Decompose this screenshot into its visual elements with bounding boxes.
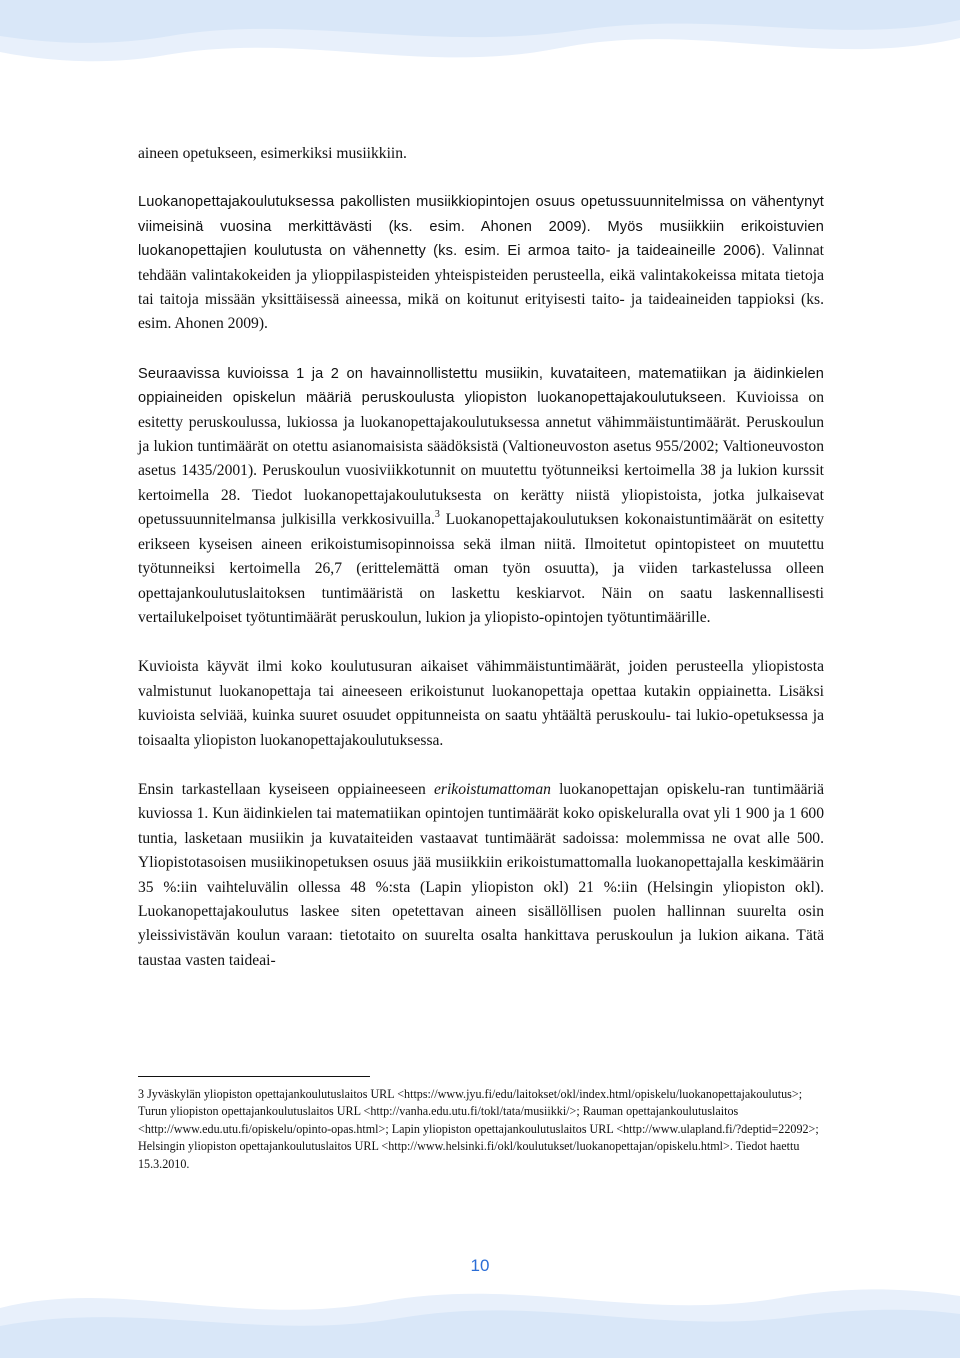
paragraph-selection-sans-text: Luokanopettajakoulutuksessa pakollisten musiikkiopintojen osuus opetussuunnitelmissa on vähentynyt viimeisinä vuosina merkittävästi (ks. esim. Ahonen 2009). Myös musiikkiin erikoistuvien luokanopettajien koulutusta on vähennetty (ks. esim. Ei armoa taito- ja taideaineille 2006). [138,194,824,260]
footnote-reference: 3 [434,509,440,521]
page-number: 10 [470,1256,490,1275]
paragraph-analysis-text-a: Ensin tarkastellaan kyseiseen oppiaineeseen [138,780,434,798]
paragraph-figures-text-b: Luokanopettajakoulutuksen kokonaistuntimäärät on esitetty erikseen kyseisen aineen erikoistumisopinnoissa sekä ilman niitä. Ilmoitetut opintopisteet on muutettu työtunneiksi kertoimella 26,7 (erittelemättä oman työn osuutta), ja viiden tarkastelussa olleen opettajankoulutuslaitoksen tuntimääristä on laskettu keskiarvot. Näin on saatu laskennallisesti vertailukelpoiset työtuntimäärät peruskoulun, lukion ja yliopisto-opintojen työtuntimäärille. [138,511,824,626]
paragraph-figures-sans-text: Seuraavissa kuvioissa 1 ja 2 on havainnollistettu musiikin, kuvataiteen, matematiikan ja äidinkielen oppiaineiden opiskelun määriä peruskoulusta yliopiston luokanopettajakoulutukseen. [138,365,824,407]
paragraph-selection-serif-text: Valinnat tehdään valintakokeiden ja ylioppilaspisteiden yhteispisteiden perusteella, eikä valintakokeissa mitata tietoja tai taitoja missään yksittäisessä aineessa, mikä on koitunut erityisesti taito- ja taideaineiden tappioksi (ks. esim. Ahonen 2009). [138,242,824,333]
paragraph-figures-text-a: Kuvioissa on esitetty peruskoulussa, lukiossa ja luokanopettajakoulutuksessa annetut vähimmäistuntimäärät. Peruskoulun ja lukion tuntimäärät on otettu asianomaisista säädöksistä (Valtioneuvoston asetus 955/2002; Valtioneuvoston asetus 1435/2001). Peruskoulun vuosiviikkotunnit on muutettu työtunneiksi kertoimella 38 ja lukion kurssit kertoimella 28. Tiedot luokanopettajakoulutuksesta on kerätty niistä yliopistoista, jotka julkaisevat opetussuunnitelmansa julkisilla verkkosivuilla. [138,389,825,529]
paragraph-analysis-text-b: luokanopettajan opiskelu-ran tuntimääriä kuviossa 1. Kun äidinkielen tai matematiikan opintojen tuntimäärät koko opiskeluralla ovat yli 1 900 ja 1 600 tuntia, lasketaan musiikin ja kuvataiteiden vastaavat tuntimäärät sadoissa: molemmissa ne ovat alle 500. Yliopistotasoisen musiikinopetuksen osuus jää musiikkiin erikoistumattomalla luokanopettajalla keskimäärin 35 %:iin vaihteluvälin ollessa 48 %:sta (Lapin yliopiston okl) 21 %:iin (Helsingin yliopiston okl). Luokanopettajakoulutus laskee siten opetettavan aineen sisällöllisen puolen hallinnan suurelta osin yleissivistävän koulun varaan: tietotaito on suurelta osalta hankittava peruskoulun ja lukion aikana. Tätä taustaa vasten taideai- [138,780,824,969]
paragraph-intro-text: aineen opetukseen, esimerkiksi musiikkiin. [138,145,407,162]
decorative-wave-footer [0,1218,960,1358]
paragraph-analysis-emphasis: erikoistumattoman [433,780,551,798]
footnote [138,1086,824,1173]
paragraph-overview [138,655,824,753]
paragraph-intro [138,142,824,166]
document-body [138,142,824,973]
footnote-text: 3 Jyväskylän yliopiston opettajankoulutuslaitos URL <https://www.jyu.fi/edu/laitokset/okl/index.html/opiskelu/luokanopettajakoulutus>; Turun yliopiston opettajankoulutuslaitos URL <http://vanha.edu.utu.fi/tokl/tata/musiikki/>; Rauman opettajankoulutuslaitos <http://www.edu.utu.fi/opiskelu/opinto-opas.html>; Lapin yliopiston opettajankoulutuslaitos URL <http://www.ulapland.fi/?deptid=22092>; Helsingin yliopiston opettajankoulutuslaitos URL <http://www.helsinki.fi/okl/koulutukset/luokanopettajan/opiskelu.html>. Tiedot haettu 15.3.2010. [138,1087,819,1171]
paragraph-analysis [138,778,824,973]
paragraph-figures [138,362,824,630]
footnote-divider [138,1076,370,1077]
decorative-wave-header [0,0,960,110]
paragraph-selection [138,190,824,336]
paragraph-overview-text: Kuvioista käyvät ilmi koko koulutusuran aikaiset vähimmäistuntimäärät, joiden perusteella yliopistosta valmistunut luokanopettaja tai aineeseen erikoistunut luokanopettaja opettaa kutakin oppiainetta. Lisäksi kuvioista selviää, kuinka suuret osuudet oppitunneista on saatu yhtäältä peruskoulu- tai lukio-opetuksessa ja toisaalta yliopiston luokanopettajakoulutuksessa. [138,658,824,749]
